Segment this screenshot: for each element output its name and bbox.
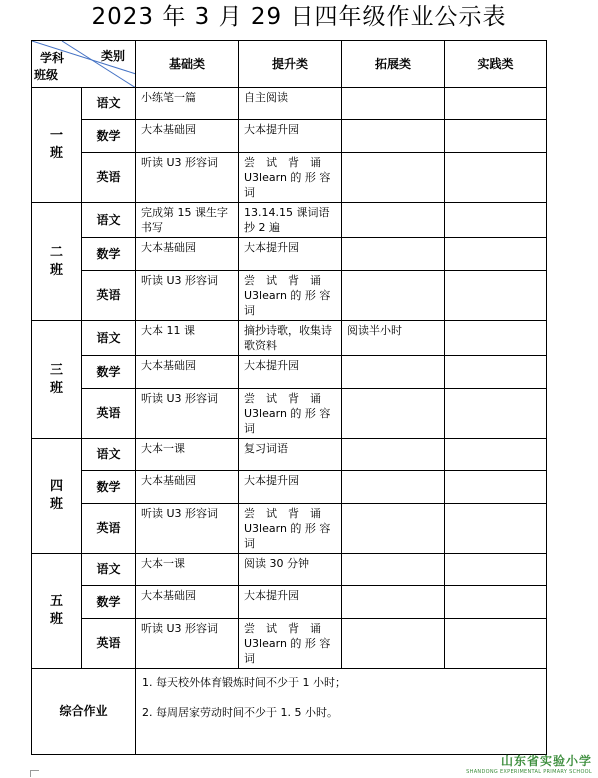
improve-cell: 大本提升园 xyxy=(239,356,342,389)
class-label-char: 三 xyxy=(49,362,63,378)
extend-cell xyxy=(342,619,445,669)
improve-cell xyxy=(239,389,342,439)
misc-row xyxy=(32,669,547,755)
extend-cell xyxy=(342,120,445,153)
basic-cell-line: 书写 xyxy=(141,221,163,234)
extend-cell xyxy=(342,439,445,471)
extend-cell xyxy=(342,554,445,586)
improve-cell: 大本提升园 xyxy=(239,471,342,504)
table-row xyxy=(32,153,547,203)
practice-cell xyxy=(445,88,547,120)
basic-cell: 听读 U3 形容词 xyxy=(136,153,239,203)
improve-cell: 大本提升园 xyxy=(239,120,342,153)
improve-cell-line: 尝 试 背 诵 xyxy=(244,274,321,287)
basic-cell: 听读 U3 形容词 xyxy=(136,271,239,321)
misc-item: 2. 每周居家劳动时间不少于 1. 5 小时。 xyxy=(142,706,338,719)
improve-cell-line: 词 xyxy=(244,304,255,317)
basic-cell-line: 完成第 15 课生字 xyxy=(141,206,228,219)
col-header-improve: 提升类 xyxy=(239,41,342,88)
improve-cell: 大本提升园 xyxy=(239,586,342,619)
improve-cell-line: 词 xyxy=(244,652,255,665)
improve-cell: 复习词语 xyxy=(239,439,342,471)
improve-cell-line: U3learn 的 形 容 xyxy=(244,289,331,302)
extend-cell xyxy=(342,471,445,504)
misc-content xyxy=(136,669,547,755)
improve-cell xyxy=(239,321,342,356)
class-label-char: 四 xyxy=(49,479,63,494)
practice-cell xyxy=(445,389,547,439)
practice-cell xyxy=(445,153,547,203)
col-header-extend: 拓展类 xyxy=(342,41,445,88)
practice-cell xyxy=(445,504,547,554)
basic-cell: 大本基础园 xyxy=(136,238,239,271)
class-label-two xyxy=(32,203,82,321)
page-title: 2023 年 3 月 29 日四年级作业公示表 xyxy=(91,4,507,30)
improve-cell-line: 尝 试 背 诵 xyxy=(244,156,321,169)
subject-cell: 英语 xyxy=(82,389,136,439)
improve-cell-line: 尝 试 背 诵 xyxy=(244,622,321,635)
improve-cell xyxy=(239,504,342,554)
subject-cell: 英语 xyxy=(82,271,136,321)
page-corner-mark xyxy=(30,770,39,777)
extend-cell xyxy=(342,153,445,203)
improve-cell: 大本提升园 xyxy=(239,238,342,271)
corner-header-cell xyxy=(32,41,136,88)
improve-cell xyxy=(239,153,342,203)
subject-cell: 语文 xyxy=(82,88,136,120)
improve-cell-line: 词 xyxy=(244,537,255,550)
table-row xyxy=(32,321,547,356)
col-header-basic: 基础类 xyxy=(136,41,239,88)
subject-cell: 数学 xyxy=(82,356,136,389)
practice-cell xyxy=(445,439,547,471)
table-row xyxy=(32,389,547,439)
table-row xyxy=(32,471,547,504)
subject-cell: 语文 xyxy=(82,321,136,356)
practice-cell xyxy=(445,238,547,271)
subject-cell: 数学 xyxy=(82,586,136,619)
table-row xyxy=(32,238,547,271)
improve-cell xyxy=(239,203,342,238)
extend-cell xyxy=(342,88,445,120)
class-label-char: 班 xyxy=(49,497,63,512)
school-logo-name: 山东省实验小学 xyxy=(500,754,592,768)
school-logo-english: SHANDONG EXPERIMENTAL PRIMARY SCHOOL xyxy=(466,769,592,775)
table-row xyxy=(32,439,547,471)
extend-cell xyxy=(342,238,445,271)
basic-cell: 听读 U3 形容词 xyxy=(136,389,239,439)
class-label-char: 一 xyxy=(49,128,63,143)
practice-cell xyxy=(445,203,547,238)
school-logo xyxy=(466,752,592,775)
extend-cell xyxy=(342,389,445,439)
practice-cell xyxy=(445,356,547,389)
improve-cell-line: 尝 试 背 诵 xyxy=(244,507,321,520)
table-row xyxy=(32,554,547,586)
class-label-char: 班 xyxy=(49,612,63,627)
improve-cell-line: 歌资料 xyxy=(244,339,277,352)
subject-cell: 英语 xyxy=(82,153,136,203)
practice-cell xyxy=(445,271,547,321)
improve-cell-line: 词 xyxy=(244,422,255,435)
table-row xyxy=(32,120,547,153)
practice-cell xyxy=(445,554,547,586)
basic-cell xyxy=(136,203,239,238)
col-header-practice: 实践类 xyxy=(445,41,547,88)
improve-cell-line: 尝 试 背 诵 xyxy=(244,392,321,405)
improve-cell-line: 抄 2 遍 xyxy=(244,221,280,234)
practice-cell xyxy=(445,619,547,669)
improve-cell-line: U3learn 的 形 容 xyxy=(244,171,331,184)
practice-cell xyxy=(445,120,547,153)
class-label-five xyxy=(32,554,82,669)
basic-cell: 听读 U3 形容词 xyxy=(136,619,239,669)
table-row xyxy=(32,88,547,120)
improve-cell-line: 摘抄诗歌，收集诗 xyxy=(244,324,332,337)
table-row xyxy=(32,619,547,669)
class-label-four xyxy=(32,439,82,554)
basic-cell: 大本一课 xyxy=(136,439,239,471)
subject-cell: 英语 xyxy=(82,619,136,669)
table-row xyxy=(32,504,547,554)
class-label-char: 班 xyxy=(49,380,63,396)
class-label-char: 二 xyxy=(49,244,63,260)
extend-cell xyxy=(342,504,445,554)
improve-cell-line: 词 xyxy=(244,186,255,199)
basic-cell: 大本基础园 xyxy=(136,356,239,389)
misc-item: 1. 每天校外体育锻炼时间不少于 1 小时； xyxy=(142,676,346,689)
improve-cell: 自主阅读 xyxy=(239,88,342,120)
class-label-char: 班 xyxy=(49,146,63,161)
improve-cell: 阅读 30 分钟 xyxy=(239,554,342,586)
table-row xyxy=(32,271,547,321)
class-label-one xyxy=(32,88,82,203)
improve-cell-line: U3learn 的 形 容 xyxy=(244,637,331,650)
misc-label: 综合作业 xyxy=(32,669,136,755)
extend-cell xyxy=(342,271,445,321)
basic-cell: 大本基础园 xyxy=(136,120,239,153)
table-row xyxy=(32,356,547,389)
basic-cell: 小练笔一篇 xyxy=(136,88,239,120)
header-row xyxy=(32,41,547,88)
subject-cell: 英语 xyxy=(82,504,136,554)
corner-subject-label: 学科 xyxy=(40,51,65,65)
improve-cell-line: U3learn 的 形 容 xyxy=(244,407,331,420)
class-label-three xyxy=(32,321,82,439)
subject-cell: 数学 xyxy=(82,238,136,271)
basic-cell: 大本一课 xyxy=(136,554,239,586)
subject-cell: 数学 xyxy=(82,120,136,153)
practice-cell xyxy=(445,471,547,504)
class-label-char: 五 xyxy=(49,594,63,609)
subject-cell: 数学 xyxy=(82,471,136,504)
extend-cell: 阅读半小时 xyxy=(342,321,445,356)
improve-cell-line: U3learn 的 形 容 xyxy=(244,522,331,535)
practice-cell xyxy=(445,586,547,619)
basic-cell: 大本基础园 xyxy=(136,586,239,619)
basic-cell: 大本 11 课 xyxy=(136,321,239,356)
corner-category-label: 类别 xyxy=(100,49,125,63)
class-label-char: 班 xyxy=(49,262,63,278)
basic-cell: 大本基础园 xyxy=(136,471,239,504)
table-row xyxy=(32,586,547,619)
subject-cell: 语文 xyxy=(82,203,136,238)
table-row xyxy=(32,203,547,238)
improve-cell xyxy=(239,271,342,321)
basic-cell: 听读 U3 形容词 xyxy=(136,504,239,554)
homework-table xyxy=(31,40,547,755)
improve-cell xyxy=(239,619,342,669)
practice-cell xyxy=(445,321,547,356)
improve-cell-line: 13.14.15 课词语 xyxy=(244,206,330,219)
subject-cell: 语文 xyxy=(82,554,136,586)
extend-cell xyxy=(342,586,445,619)
extend-cell xyxy=(342,356,445,389)
extend-cell xyxy=(342,203,445,238)
corner-class-label: 班级 xyxy=(34,68,59,82)
subject-cell: 语文 xyxy=(82,439,136,471)
